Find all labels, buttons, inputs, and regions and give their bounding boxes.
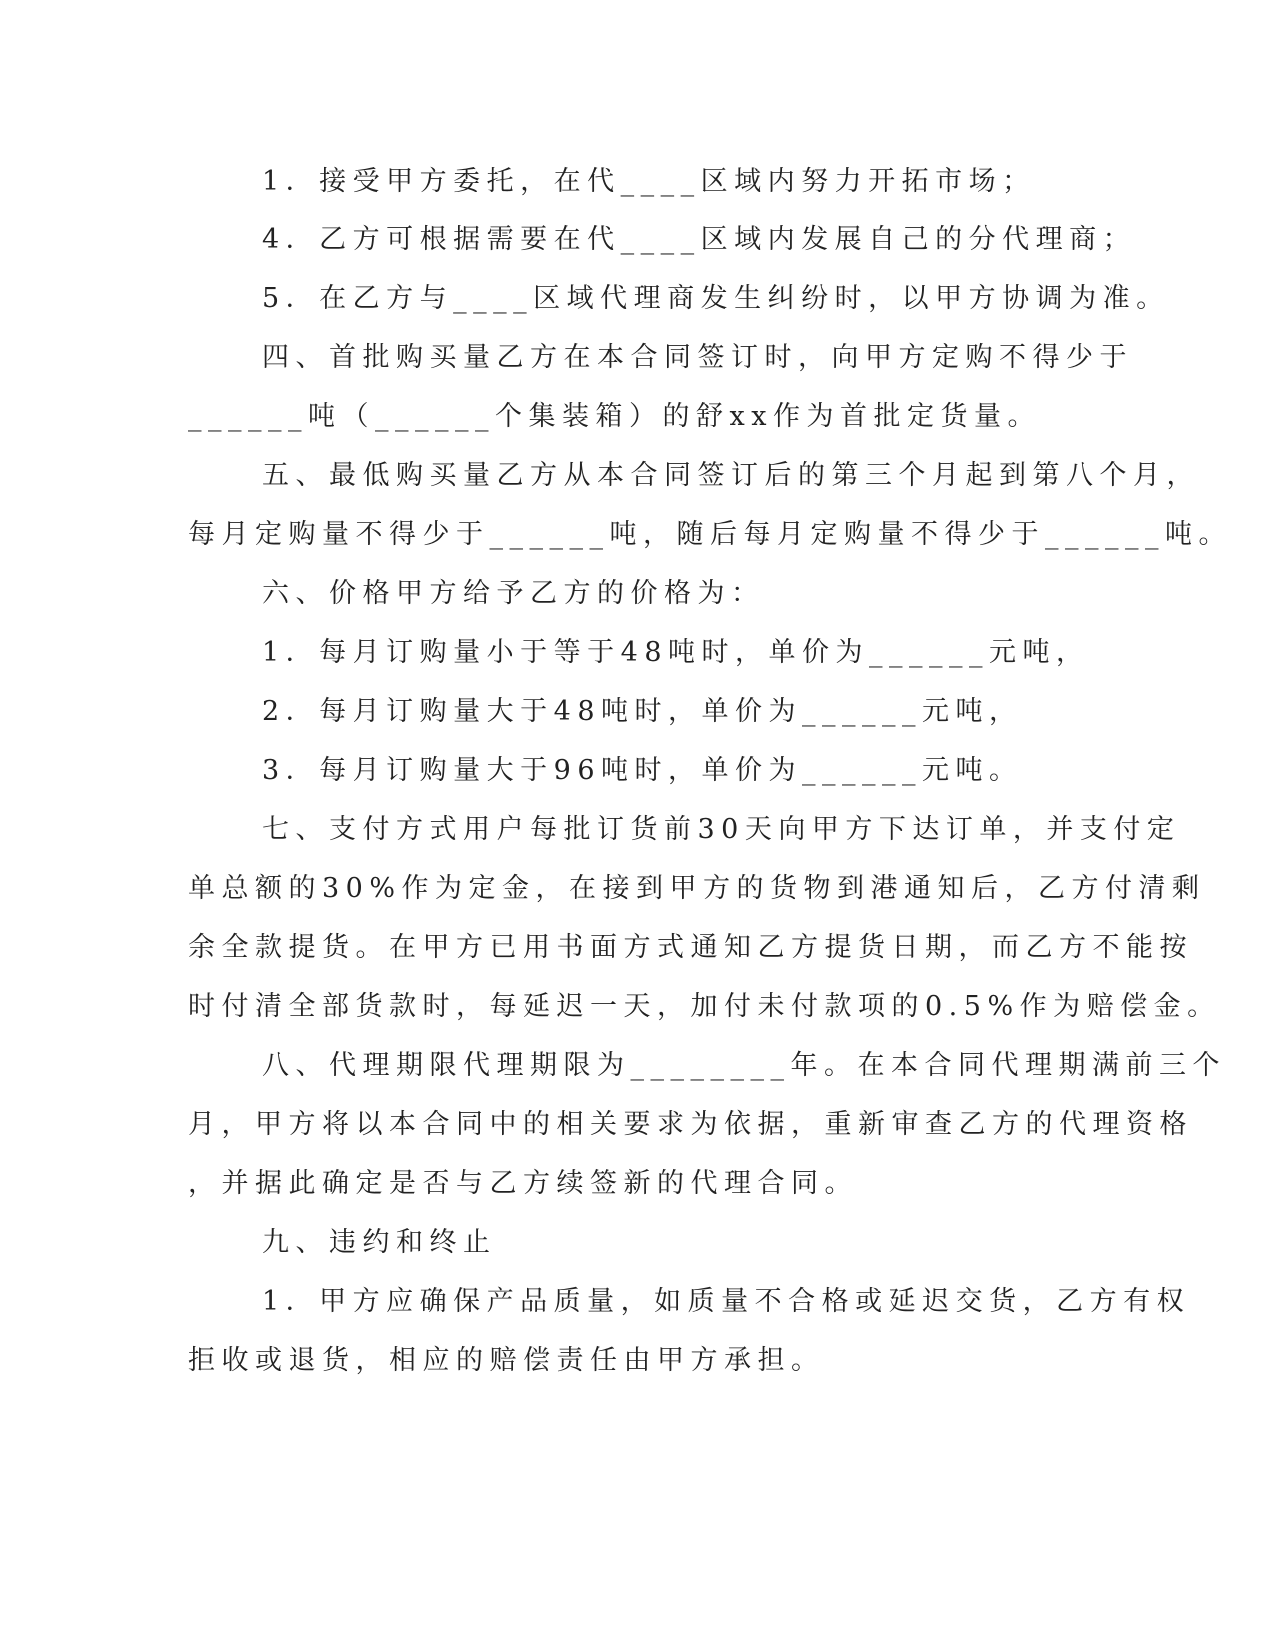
clause-line: 1．甲方应确保产品质量，如质量不合格或延迟交货，乙方有权 — [262, 1286, 1191, 1317]
paragraph-line: ______吨（______个集装箱）的舒xx作为首批定货量。 — [188, 401, 1041, 432]
section-heading-line: 七、支付方式用户每批订货前30天向甲方下达订单，并支付定 — [262, 814, 1181, 845]
clause-line: 3．每月订购量大于96吨时，单价为______元吨。 — [262, 755, 1023, 786]
clause-line: 1．接受甲方委托，在代____区域内努力开拓市场； — [262, 166, 1036, 197]
section-heading-line: 五、最低购买量乙方从本合同签订后的第三个月起到第八个月， — [262, 460, 1200, 491]
clause-line: 5．在乙方与____区域代理商发生纠纷时，以甲方协调为准。 — [262, 283, 1170, 314]
paragraph-line: 拒收或退货，相应的赔偿责任由甲方承担。 — [188, 1345, 825, 1376]
clause-line: 4．乙方可根据需要在代____区域内发展自己的分代理商； — [262, 224, 1137, 255]
paragraph-line: 月，甲方将以本合同中的相关要求为依据，重新审查乙方的代理资格 — [188, 1109, 1193, 1140]
clause-line: 1．每月订购量小于等于48吨时，单价为______元吨， — [262, 637, 1090, 668]
section-heading-line: 八、代理期限代理期限为________年。在本合同代理期满前三个 — [262, 1050, 1226, 1081]
clause-line: 2．每月订购量大于48吨时，单价为______元吨， — [262, 696, 1023, 727]
paragraph-line: ，并据此确定是否与乙方续签新的代理合同。 — [188, 1168, 858, 1199]
section-heading-line: 六、价格甲方给予乙方的价格为： — [262, 578, 765, 609]
paragraph-line: 单总额的30%作为定金，在接到甲方的货物到港通知后，乙方付清剩 — [188, 873, 1206, 904]
paragraph-line: 时付清全部货款时，每延迟一天，加付未付款项的0.5%作为赔偿金。 — [188, 991, 1221, 1022]
section-heading-line: 四、首批购买量乙方在本合同签订时，向甲方定购不得少于 — [262, 342, 1133, 373]
paragraph-line: 每月定购量不得少于______吨，随后每月定购量不得少于______吨。 — [188, 519, 1232, 550]
paragraph-line: 余全款提货。在甲方已用书面方式通知乙方提货日期，而乙方不能按 — [188, 932, 1193, 963]
section-heading-line: 九、违约和终止 — [262, 1227, 497, 1258]
